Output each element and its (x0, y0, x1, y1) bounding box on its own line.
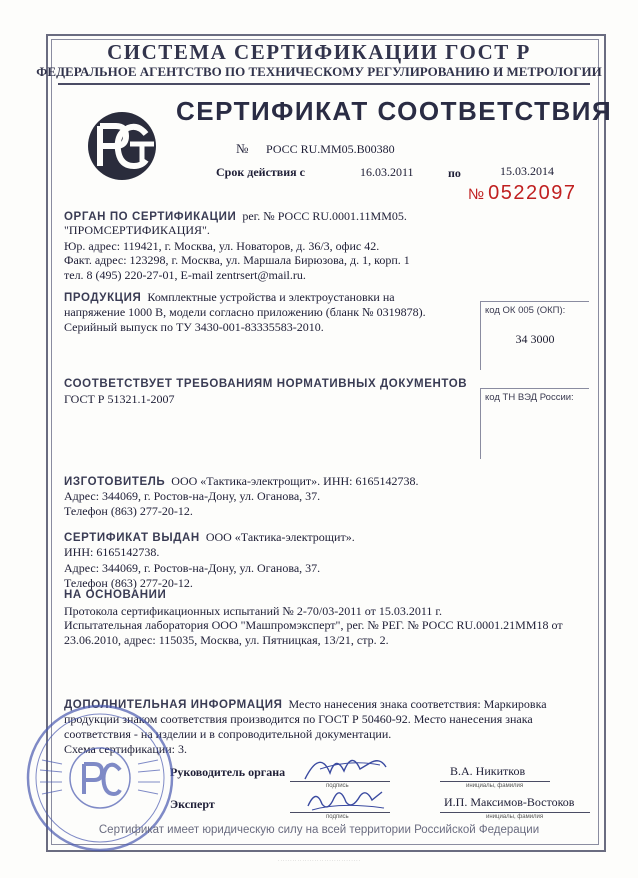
organ-line-1 (64, 209, 407, 224)
basis-label: НА ОСНОВАНИИ (64, 589, 167, 601)
organ-line-5: тел. 8 (495) 220-27-01, E-mail zentrsert@mail.ru. (64, 268, 306, 282)
maker-line-1 (64, 474, 419, 489)
validity-label: Срок действия с (216, 165, 305, 179)
organ-line-4: Факт. адрес: 123298, г. Москва, ул. Маршала Бирюзова, д. 1, корп. 1 (64, 253, 410, 267)
head-signature (300, 745, 390, 785)
basis-line-2: Испытательная лаборатория ООО "Машпромэксперт", рег. № РЕГ. № РОСС RU.0001.21ММ18 от (64, 618, 563, 632)
compliance-label: СООТВЕТСТВУЕТ ТРЕБОВАНИЯМ НОРМАТИВНЫХ ДОКУМЕНТОВ (64, 378, 468, 390)
organ-reg: рег. № РОСС RU.0001.11ММ05. (242, 209, 407, 223)
issued-line-4: Телефон (863) 277-20-12. (64, 576, 193, 590)
extra-line-4: Схема сертификации: 3. (64, 742, 187, 756)
extra-desc-1: Место нанесения знака соответствия: Маркировка (288, 697, 547, 711)
cert-number: РОСС RU.ММ05.В00380 (266, 142, 395, 156)
okp-value: 34 3000 (515, 332, 555, 346)
expert-sign-caption: подпись (326, 814, 349, 820)
organ-line-3: Юр. адрес: 119421, г. Москва, ул. Новаторов, д. 36/3, офис 42. (64, 239, 380, 253)
legal-note: Сертификат имеет юридическую силу на всей территории Российской Федерации (98, 824, 540, 836)
expert-label: Эксперт (170, 797, 215, 811)
expert-initials-caption: инициалы, фамилия (486, 814, 544, 820)
extra-line-2: продукции знаком соответствия производится по ГОСТ Р 50460-92. Место нанесения знака (64, 712, 533, 726)
expert-name: И.П. Максимов-Востоков (444, 795, 575, 809)
issued-line-1 (64, 530, 355, 545)
header-divider (58, 83, 590, 85)
maker-label: ИЗГОТОВИТЕЛЬ (64, 476, 166, 488)
okp-code-box (480, 301, 589, 370)
agency-title: ФЕДЕРАЛЬНОЕ АГЕНТСТВО ПО ТЕХНИЧЕСКОМУ РЕГУЛИРОВАНИЮ И МЕТРОЛОГИИ (36, 64, 602, 79)
product-desc-1: Комплектные устройства и электроустановки на (147, 290, 395, 304)
pct-logo-icon (86, 110, 158, 182)
issued-label: СЕРТИФИКАТ ВЫДАН (64, 532, 200, 544)
product-line-2: напряжение 1000 В, модели согласно приложению (бланк № 0319878). (64, 305, 426, 319)
head-sign-caption: подпись (326, 783, 349, 789)
head-label: Руководитель органа (170, 765, 286, 779)
okp-caption: код ОК 005 (ОКП): (485, 305, 566, 316)
issued-line-3: Адрес: 344069, г. Ростов-на-Дону, ул. Оганова, 37. (64, 561, 321, 575)
compliance-doc: ГОСТ Р 51321.1-2007 (64, 392, 175, 406)
expert-signature (300, 782, 390, 816)
organ-label: ОРГАН ПО СЕРТИФИКАЦИИ (64, 211, 237, 223)
head-name-line (440, 781, 550, 782)
valid-to-label: по (448, 166, 461, 180)
blank-number (468, 182, 576, 205)
maker-line-3: Телефон (863) 277-20-12. (64, 504, 193, 518)
product-label: ПРОДУКЦИЯ (64, 292, 142, 304)
product-line-3: Серийный выпуск по ТУ 3430-001-83335583-2010. (64, 320, 324, 334)
print-imprint: · · · · · · · · · · · · · · · · · · · · · · · · · · · · · · · · · · (278, 858, 360, 863)
cert-number-label: № (236, 141, 249, 156)
product-line-1 (64, 290, 395, 305)
extra-label: ДОПОЛНИТЕЛЬНАЯ ИНФОРМАЦИЯ (64, 699, 283, 711)
certificate-title: СЕРТИФИКАТ СООТВЕТСТВИЯ (176, 96, 613, 126)
expert-name-line (440, 812, 590, 813)
issued-name: ООО «Тактика-электрощит». (205, 530, 355, 544)
head-initials-caption: инициалы, фамилия (466, 783, 524, 789)
basis-line-3: 23.06.2010, адрес: 115035, Москва, ул. Пятницкая, 13/21, стр. 2. (64, 633, 389, 647)
head-name: В.А. Никитков (450, 764, 526, 778)
blank-number-value: 0522097 (488, 182, 577, 204)
tnved-code-box (480, 388, 589, 459)
blank-number-sign: № (468, 186, 485, 203)
valid-from: 16.03.2011 (360, 165, 414, 179)
extra-line-3: соответствия - на изделии и в сопроводительной документации. (64, 727, 392, 741)
valid-to: 15.03.2014 (500, 164, 554, 178)
maker-line-2: Адрес: 344069, г. Ростов-на-Дону, ул. Оганова, 37. (64, 489, 321, 503)
issued-line-2: ИНН: 6165142738. (64, 545, 160, 559)
system-title: СИСТЕМА СЕРТИФИКАЦИИ ГОСТ Р (107, 40, 531, 64)
basis-line-1: Протокола сертификационных испытаний № 2-70/03-2011 от 15.03.2011 г. (64, 604, 442, 618)
organ-line-2: "ПРОМСЕРТИФИКАЦИЯ". (64, 223, 210, 237)
maker-name: ООО «Тактика-электрощит». ИНН: 6165142738. (171, 474, 419, 488)
tnved-caption: код ТН ВЭД России: (485, 392, 574, 403)
